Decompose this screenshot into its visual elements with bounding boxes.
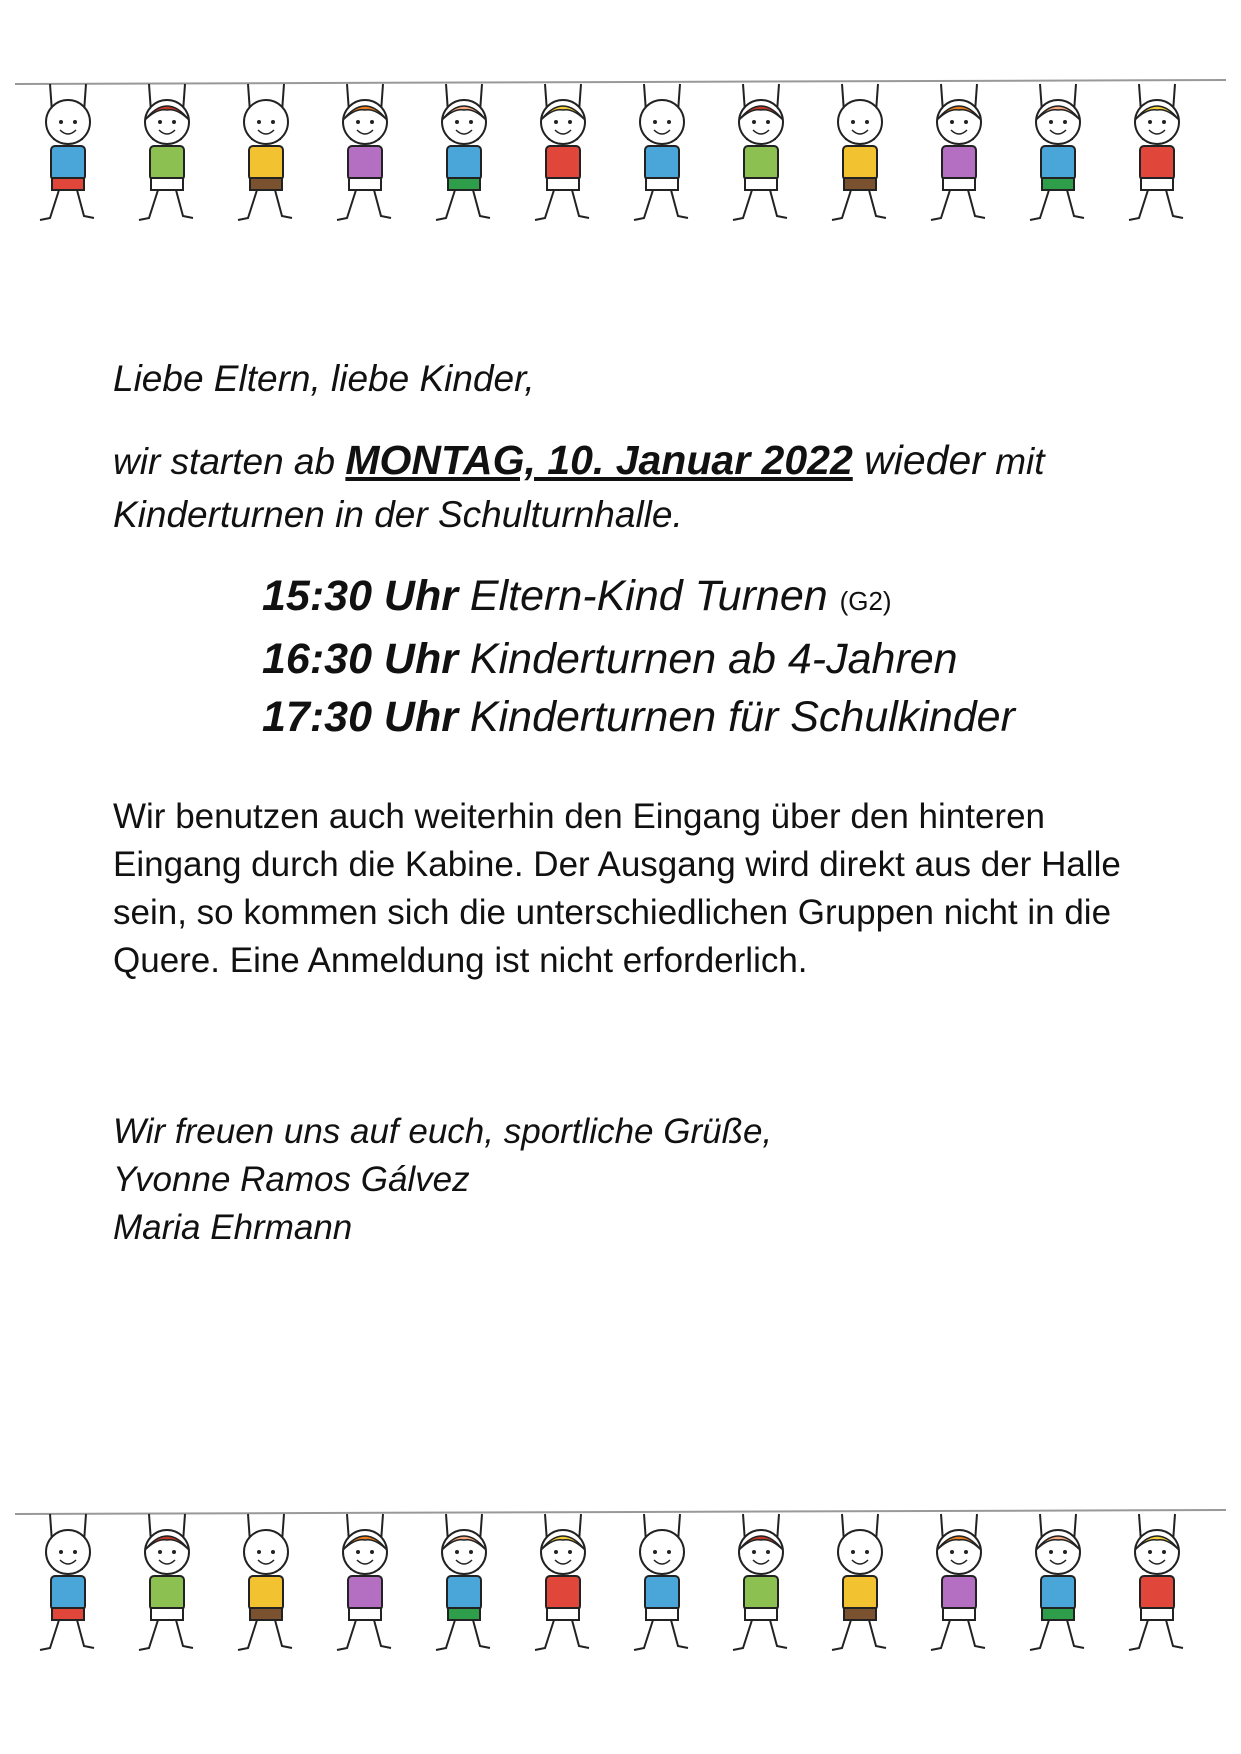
schedule-time: 16:30 Uhr xyxy=(262,635,458,683)
kids-illustration xyxy=(0,1500,1241,1680)
kid-figure xyxy=(139,84,193,220)
paragraph-line: Quere. Eine Anmeldung ist nicht erforderlich. xyxy=(113,941,808,980)
top-kids-border xyxy=(0,70,1241,250)
kid-figure xyxy=(1129,84,1183,220)
schedule-time: 15:30 Uhr xyxy=(262,572,458,620)
paragraph-line: Wir benutzen auch weiterhin den Eingang über den hinteren xyxy=(113,797,1046,836)
kid-figure xyxy=(634,84,688,220)
bottom-kids-border xyxy=(0,1500,1241,1680)
intro-after: mit xyxy=(984,441,1045,482)
kid-figure xyxy=(1030,84,1084,220)
schedule-row xyxy=(262,688,1015,746)
start-date: MONTAG, 10. Januar 2022 xyxy=(345,437,853,483)
schedule-label: Kinderturnen ab 4-Jahren xyxy=(457,635,958,683)
kid-figure xyxy=(139,1514,193,1650)
schedule-time: 17:30 Uhr xyxy=(262,693,458,741)
kid-figure xyxy=(436,1514,490,1650)
kid-figure xyxy=(40,1514,94,1650)
signer-name: Yvonne Ramos Gálvez xyxy=(113,1160,470,1199)
signer-name: Maria Ehrmann xyxy=(113,1208,353,1247)
schedule-tag: (G2) xyxy=(839,586,892,616)
kid-figure xyxy=(931,1514,985,1650)
kid-figure xyxy=(733,84,787,220)
kid-figure xyxy=(535,1514,589,1650)
intro-line-1 xyxy=(113,437,1045,484)
intro-line-2: Kinderturnen in der Schulturnhalle. xyxy=(113,494,683,535)
greeting: Liebe Eltern, liebe Kinder, xyxy=(113,358,535,399)
paragraph-line: sein, so kommen sich die unterschiedlichen Gruppen nicht in die xyxy=(113,893,1112,932)
kid-figure xyxy=(931,84,985,220)
kid-figure xyxy=(832,1514,886,1650)
paragraph-line: Eingang durch die Kabine. Der Ausgang wird direkt aus der Halle xyxy=(113,845,1121,884)
schedule xyxy=(262,567,1015,746)
kid-figure xyxy=(40,84,94,220)
kid-figure xyxy=(832,84,886,220)
kid-figure xyxy=(733,1514,787,1650)
intro-before: wir starten ab xyxy=(113,441,346,482)
kid-figure xyxy=(1129,1514,1183,1650)
kid-figure xyxy=(535,84,589,220)
kid-figure xyxy=(634,1514,688,1650)
intro-wieder: wieder xyxy=(852,437,985,483)
schedule-label: Kinderturnen für Schulkinder xyxy=(457,693,1015,741)
kid-figure xyxy=(337,84,391,220)
schedule-row xyxy=(262,630,1015,688)
kid-figure xyxy=(238,1514,292,1650)
kids-illustration xyxy=(0,70,1241,250)
schedule-label: Eltern-Kind Turnen xyxy=(457,572,840,620)
kid-figure xyxy=(436,84,490,220)
kid-figure xyxy=(337,1514,391,1650)
kid-figure xyxy=(238,84,292,220)
closing xyxy=(113,1108,772,1252)
closing-line: Wir freuen uns auf euch, sportliche Grüße, xyxy=(113,1112,773,1151)
info-paragraph xyxy=(113,793,1153,985)
schedule-row xyxy=(262,567,1015,630)
kid-figure xyxy=(1030,1514,1084,1650)
